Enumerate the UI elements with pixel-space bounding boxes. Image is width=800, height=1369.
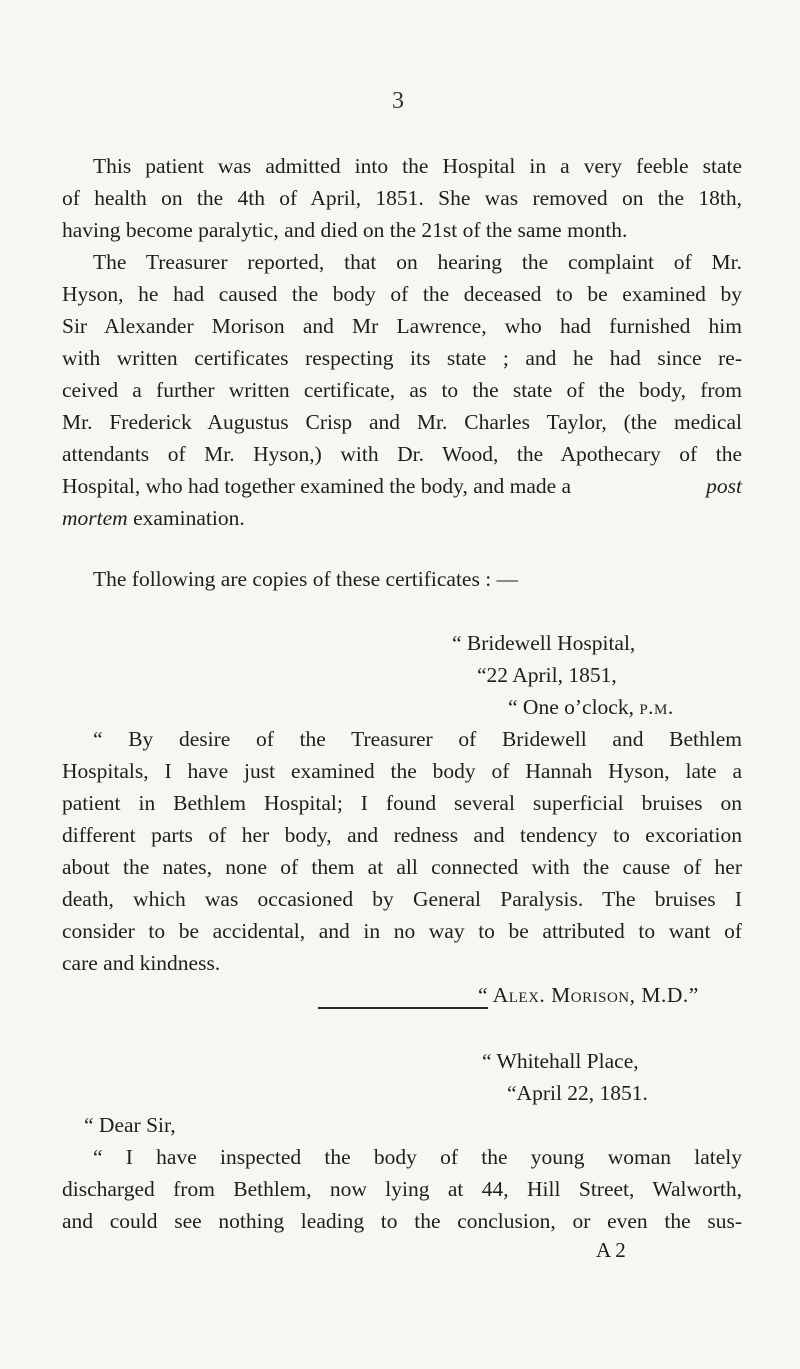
- text-line: with written certificates respecting its state ; and he had since re-: [62, 346, 742, 370]
- text-line: death, which was occasioned by General Paralysis. The bruises I: [62, 887, 742, 911]
- italic-word: post: [706, 474, 742, 498]
- text-line: attendants of Mr. Hyson,) with Dr. Wood, the Apothecary of the: [62, 442, 742, 466]
- salutation: “ Dear Sir,: [84, 1113, 176, 1137]
- text-line: Sir Alexander Morison and Mr Lawrence, who had furnished him: [62, 314, 742, 338]
- text-line: about the nates, none of them at all connected with the cause of her: [62, 855, 742, 879]
- signature: “ Alex. Morison, M.D.”: [478, 983, 699, 1007]
- time-text: “ One o’clock,: [508, 695, 640, 719]
- separator-rule: [318, 1007, 488, 1009]
- text-line: Hyson, he had caused the body of the deceased to be examined by: [62, 282, 742, 306]
- page-number: 3: [392, 88, 404, 114]
- signature-mark: A 2: [596, 1238, 626, 1262]
- text-run: examination.: [127, 506, 245, 530]
- time-pm: p.m.: [639, 695, 674, 719]
- text-line: “ By desire of the Treasurer of Bridewell and Bethlem: [93, 727, 742, 751]
- text-line: and could see nothing leading to the conclusion, or even the sus-: [62, 1209, 742, 1233]
- letter-heading-place: “ Bridewell Hospital,: [452, 631, 636, 655]
- text-line: This patient was admitted into the Hospital in a very feeble state: [93, 154, 742, 178]
- letter-heading-place: “ Whitehall Place,: [482, 1049, 639, 1073]
- text-line: care and kindness.: [62, 951, 221, 975]
- text-line: discharged from Bethlem, now lying at 44, Hill Street, Walworth,: [62, 1177, 742, 1201]
- text-line: consider to be accidental, and in no way to be attributed to want of: [62, 919, 742, 943]
- text-line: Mr. Frederick Augustus Crisp and Mr. Charles Taylor, (the medical: [62, 410, 742, 434]
- text-run: Hospital, who had together examined the body, and made a: [62, 474, 572, 498]
- intro-line: The following are copies of these certificates : —: [93, 567, 519, 591]
- text-line: “ I have inspected the body of the young woman lately: [93, 1145, 742, 1169]
- italic-word: mortem: [62, 506, 128, 530]
- text-line: The Treasurer reported, that on hearing the complaint of Mr.: [93, 250, 742, 274]
- text-line: of health on the 4th of April, 1851. She was removed on the 18th,: [62, 186, 742, 210]
- letter-heading-time: [508, 693, 674, 721]
- text-line: Hospitals, I have just examined the body of Hannah Hyson, late a: [62, 759, 742, 783]
- letter-heading-date: “22 April, 1851,: [477, 663, 617, 687]
- text-line: patient in Bethlem Hospital; I found several superficial bruises on: [62, 791, 742, 815]
- text-line: [62, 504, 742, 532]
- text-line: having become paralytic, and died on the 21st of the same month.: [62, 218, 628, 242]
- text-line: ceived a further written certificate, as to the state of the body, from: [62, 378, 742, 402]
- letter-heading-date: “April 22, 1851.: [507, 1081, 648, 1105]
- text-line: [62, 472, 742, 500]
- text-line: different parts of her body, and redness and tendency to excoriation: [62, 823, 742, 847]
